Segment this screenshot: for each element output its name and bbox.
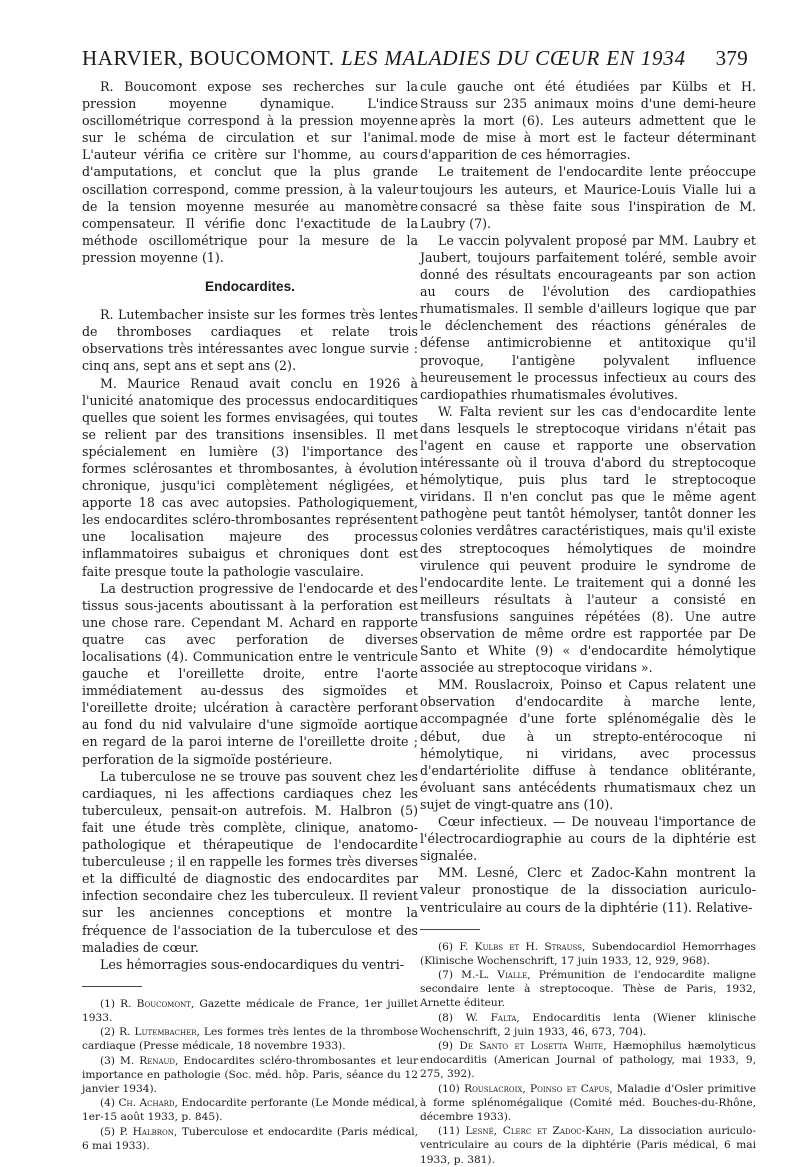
body-paragraph: M. Maurice Renaud avait conclu en 1926 à l'unicité anatomique des processus endocarditiques quelles que soient les formes envisagées, qui toutes se relient par des transitions insensibles. Il met spécialement en lumière (3) l'importance des formes sclérosantes et thrombosantes, à évolution chronique, jusqu'ici complètement négligées, et apporte 18 cas avec autopsies. Pathologiquement, les endocardites scléro-thrombosantes représentent une localisation majeure des processus inflammatoires subaigus et chroniques dont est faite presque toute la pathologie vasculaire. bbox=[82, 375, 418, 579]
body-paragraph: R. Lutembacher insiste sur les formes très lentes de thromboses cardiaques et relate trois observations très intéressantes avec longue survie : cinq ans, sept ans et sept ans (2). bbox=[82, 307, 418, 374]
page-number: 379 bbox=[715, 46, 748, 70]
left-column bbox=[82, 78, 418, 1153]
header-authors: HARVIER, BOUCOMONT. bbox=[82, 46, 335, 70]
footnote-number: (11) bbox=[438, 1125, 466, 1138]
footnote-author: P. Halbron bbox=[119, 1125, 174, 1138]
header-title: LES MALADIES DU CŒUR EN 1934 bbox=[340, 46, 686, 70]
intro-paragraph: R. Boucomont expose ses recherches sur la pression moyenne dynamique. L'indice oscillométrique correspond à la pression moyenne sur le schéma de circulation et sur l'animal. L'auteur vérifia ce critère sur l'homme, au cours d'amputations, et conclut que la plus grande oscillation correspond, comme pression, à la valeur de la tension moyenne mesurée au manomètre compensateur. Il vérifie donc l'exactitude de la méthode oscillométrique pour la mesure de la pression moyenne (1). bbox=[82, 79, 418, 265]
footnote-author: De Santo et Losetta White bbox=[459, 1040, 604, 1053]
footnote-divider bbox=[420, 929, 480, 930]
footnote bbox=[82, 1025, 418, 1053]
footnote-author: M. Renaud bbox=[120, 1054, 176, 1067]
footnote bbox=[420, 1082, 756, 1125]
right-column bbox=[420, 78, 756, 1167]
body-paragraph: Le vaccin polyvalent proposé par MM. Laubry et Jaubert, toujours parfaitement toléré, semble avoir donné des résultats encourageants par son action au cours de l'évolution des cardiopathies rhumatismales. Il semble d'ailleurs logique que par le déclenchement des réactions générales de défense antimicrobienne et antitoxique qu'il provoque, l'antigène polyvalent influence heureusement le processus infectieux au cours des cardiopathies rhumatismales évolutives. bbox=[420, 232, 756, 402]
footnote bbox=[420, 968, 756, 1011]
footnote-text: , Les formes très lentes de la thrombose cardiaque (Presse médicale, 18 novembre 1933). bbox=[82, 1026, 419, 1053]
footnote bbox=[82, 1125, 418, 1153]
footnote-text: , Endocarditis lenta (Wiener klinische Wochenschrift, 2 juin 1933, 46, 673, 704). bbox=[420, 1011, 756, 1038]
footnote bbox=[82, 1054, 418, 1097]
footnote-author: M.-L. Vialle bbox=[461, 969, 528, 981]
footnote-text: , Endocardites scléro-thrombosantes et leur importance en pathologie (Soc. méd. hôp. Paris, séance du 12 janvier 1934). bbox=[82, 1054, 419, 1095]
footnote-author: Rouslacroix, Poinso et Capus bbox=[464, 1082, 610, 1095]
footnote-number: (4) bbox=[100, 1097, 119, 1110]
footnote bbox=[82, 997, 418, 1025]
footnote-number: (5) bbox=[100, 1125, 120, 1138]
footnote-divider bbox=[82, 986, 142, 987]
footnote-text: , Maladie d'Osler primitive à forme splénomégalique (Comité méd. Bouches-du-Rhône, décembre 1933). bbox=[420, 1082, 756, 1124]
footnote-number: (1) bbox=[100, 997, 121, 1010]
body-paragraph: Cœur infectieux. — De nouveau l'importance de l'électrocardiographie au cours de la diphtérie est signalée. bbox=[420, 814, 756, 864]
footnote-number: (7) bbox=[438, 969, 462, 981]
footnote-number: (9) bbox=[438, 1040, 460, 1053]
footnote-number: (6) bbox=[438, 940, 460, 953]
footnote-author: Ch. Achard bbox=[118, 1097, 175, 1110]
body-paragraph: W. Falta revient sur les cas d'endocardite lente dans lesquels le streptocoque viridans n'était pas l'agent en cause et rapporte une observation intéressante où il trouva d'abord du streptocoque hémolytique, puis plus tard le streptocoque viridans. Il n'en conclut pas que le même agent pathogène peut tantôt hémolyser, tantôt donner les colonies verdâtres caractéristiques, mais qu'il existe des streptocoques hémolytiques de moindre virulence qui peuvent produire le syndrome de l'endocardite lente. Le traitement qui a donné les meilleurs résultats à l'auteur a consisté en transfusions sanguines répétées (8). Une autre observation de même ordre est rapportée par De Santo et White (9) « d'endocardite hémolytique associée au streptocoque viridans ». bbox=[420, 403, 757, 676]
footnote-number: (10) bbox=[438, 1082, 465, 1095]
footnote bbox=[82, 1096, 418, 1124]
footnote bbox=[420, 940, 756, 968]
body-paragraph: MM. Rouslacroix, Poinso et Capus relatent une observation d'endocardite à marche lente, accompagnée d'une forte splénomégalie dès le début, due à un strepto-entérocoque ni hémolytique, ni viridans, avec processus d'endartériolite diffuse à tendance oblitérante, évoluant sans antécédents rhumatismaux chez un sujet de vingt-quatre ans (10). bbox=[420, 677, 756, 812]
body-paragraph: cule gauche ont été étudiées par Külbs et H. Strauss sur 235 animaux moins d'une demi-heure après la mort (6). Les auteurs admettent que le mode de mise à mort est le facteur déterminant d'apparition de ces hémorragies. bbox=[420, 79, 756, 163]
footnote-number: (2) bbox=[100, 1026, 120, 1039]
body-paragraph: La destruction progressive de l'endocarde et des tissus sous-jacents aboutissant à la perforation est une chose rare. Cependant M. Achard en rapporte quatre cas avec perforation de diverses localisations (4). Communication entre le ventricule gauche et l'oreillette droite, entre l'aorte immédiatement au-dessus des sigmoïdes et l'oreillette droite; ulcération à caractère perforant au fond du nid valvulaire d'une sigmoïde aortique en regard de la paroi interne de l'oreillette droite ; perforation de la sigmoïde postérieure. bbox=[82, 580, 418, 767]
footnote-text: , La dissociation auriculo-ventriculaire au cours de la diphtérie (Paris médical, 6 mai 1933, p. 381). bbox=[420, 1125, 756, 1166]
body-paragraph: Les hémorragies sous-endocardiques du ventri- bbox=[100, 956, 404, 972]
footnote-number: (8) bbox=[438, 1011, 466, 1024]
footnote-text: , Tuberculose et endocardite (Paris médical, 6 mai 1933). bbox=[82, 1125, 419, 1152]
footnote-author: R. Lutembacher bbox=[119, 1026, 197, 1039]
running-header bbox=[82, 46, 748, 71]
footnotes-left bbox=[82, 997, 418, 1153]
body-paragraph: Le traitement de l'endocardite lente préoccupe toujours les auteurs, et Maurice-Louis Vialle lui a consacré sa thèse faite sous l'inspiration de M. Laubry (7). bbox=[420, 164, 756, 231]
footnote-author: F. Kulbs et H. Strauss bbox=[459, 940, 582, 953]
footnote-number: (3) bbox=[100, 1054, 121, 1067]
footnote-text: , Endocardite perforante (Le Monde médical, 1er-15 août 1933, p. 845). bbox=[82, 1097, 418, 1124]
body-paragraph: MM. Lesné, Clerc et Zadoc-Kahn montrent la valeur pronostique de la dissociation auriculo-ventriculaire au cours de la diphtérie (11). Relative- bbox=[420, 865, 756, 915]
footnote-text: , Hæmophilus hæmolyticus endocarditis (American Journal of pathology, mai 1933, 9, 275, 392). bbox=[420, 1040, 756, 1081]
body-paragraph: La tuberculose ne se trouve pas souvent chez les cardiaques, ni les affections cardiaques chez les tuberculeux, pensait-on autrefois. M. Halbron (5) fait une étude très complète, clinique, anatomo-pathologique et thérapeutique de l'endocardite tuberculeuse ; il en rappelle les formes très diverses et la difficulté de diagnostic des endocardites par infection secondaire chez les tuberculeux. Il revient sur les anciennes conceptions et montre la fréquence de l'association de la tuberculose et des maladies de cœur. bbox=[82, 768, 418, 955]
footnote-text: , Prémunition de l'endocardite maligne secondaire lente à streptocoque. Thèse de Paris, 1932, Arnette éditeur. bbox=[420, 969, 756, 1010]
footnote-text: , Subendocardiol Hemorrhages (Klinische Wochenschrift, 17 juin 1933, 12, 929, 968). bbox=[420, 940, 756, 967]
footnotes-right bbox=[420, 940, 756, 1167]
footnote-text: , Gazette médicale de France, 1er juillet 1933. bbox=[82, 997, 419, 1024]
footnote-author: W. Falta bbox=[465, 1011, 517, 1024]
footnote-author: Lesné, Clerc et Zadoc-Kahn bbox=[465, 1125, 611, 1138]
section-title-endocardites: Endocardites. bbox=[205, 279, 295, 295]
footnote bbox=[420, 1039, 756, 1082]
footnote-author: R. Boucomont bbox=[120, 997, 191, 1010]
footnote bbox=[420, 1011, 756, 1039]
